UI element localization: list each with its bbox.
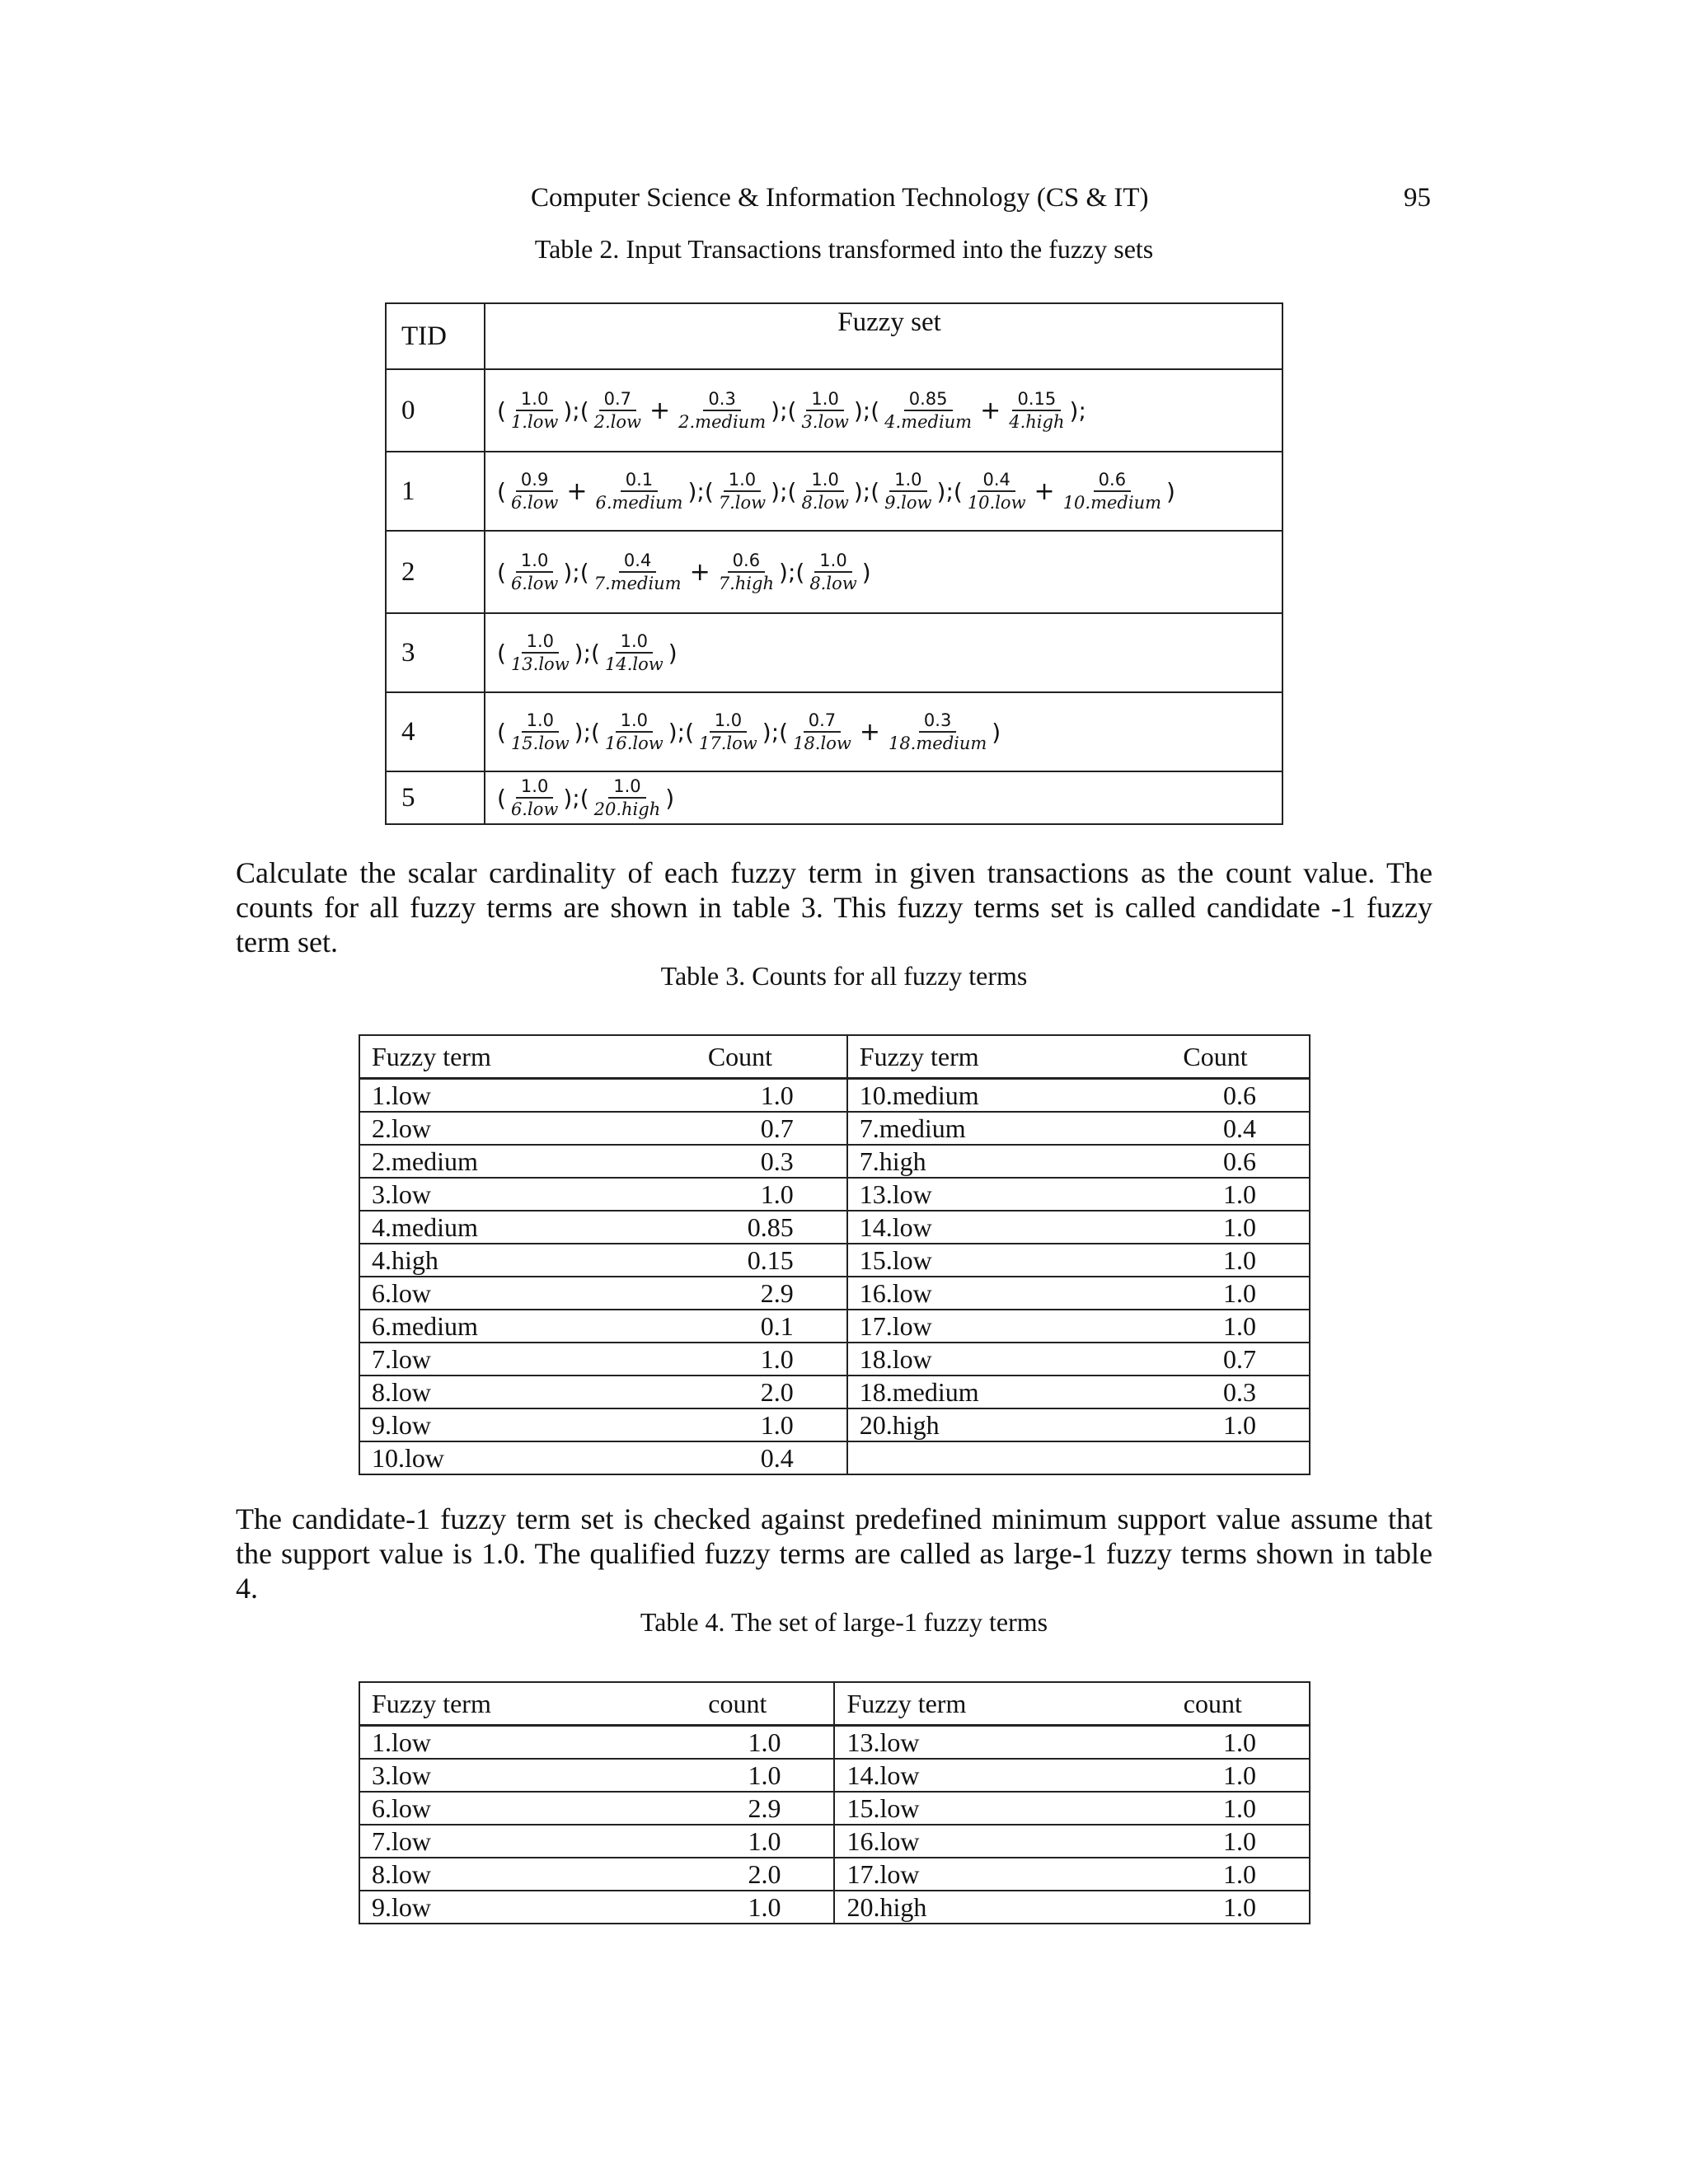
- close-paren: ): [668, 639, 678, 667]
- fuzzy-term: 10.medium: [1062, 493, 1162, 513]
- column-header: Fuzzy term: [372, 1042, 491, 1071]
- fuzzy-term-cell: 3.low: [372, 1760, 431, 1790]
- column-header: count: [641, 1682, 834, 1726]
- separator: ;: [583, 639, 592, 667]
- fuzzy-term-cell: 14.low: [859, 1212, 932, 1242]
- membership-fraction: [591, 550, 685, 594]
- fuzzy-term: 7.low: [718, 493, 767, 513]
- membership-fraction: [885, 710, 990, 754]
- table-row: [359, 1858, 1310, 1891]
- close-paren: ): [668, 718, 678, 746]
- fuzzy-set-cell: [485, 613, 1282, 692]
- table-row: [359, 1310, 1310, 1343]
- membership-fraction: [881, 388, 975, 433]
- fuzzy-set-cell: [485, 531, 1282, 613]
- open-paren: (: [579, 784, 589, 812]
- membership-degree: 1.0: [608, 776, 645, 799]
- open-paren: (: [953, 477, 963, 505]
- plus-sign: +: [980, 396, 1001, 425]
- table-row: [386, 692, 1282, 771]
- fuzzy-set-expression: [497, 550, 1282, 594]
- fuzzy-term-cell: 20.high: [859, 1410, 940, 1440]
- count-cell: 2.0: [634, 1376, 847, 1408]
- tid-cell: 4: [386, 692, 485, 771]
- close-paren: ): [687, 477, 697, 505]
- fuzzy-term: 4.medium: [884, 412, 973, 432]
- fuzzy-term: 7.medium: [593, 574, 682, 593]
- fuzzy-term-cell: 2.low: [372, 1113, 431, 1143]
- table-row: [359, 1408, 1310, 1441]
- fuzzy-term: 9.low: [884, 493, 932, 513]
- fuzzy-term-cell: 1.low: [372, 1727, 431, 1757]
- column-header: Fuzzy term: [372, 1689, 491, 1718]
- fuzzy-term-cell: 17.low: [859, 1311, 932, 1341]
- separator: ;: [1078, 396, 1086, 424]
- membership-degree: 0.4: [978, 469, 1015, 492]
- close-paren: ): [1069, 396, 1079, 424]
- tid-cell: 3: [386, 613, 485, 692]
- membership-fraction: [591, 388, 645, 433]
- tid-cell: 5: [386, 771, 485, 824]
- fuzzy-term-cell: 9.low: [372, 1892, 431, 1922]
- count-cell: 1.0: [1223, 1727, 1256, 1757]
- membership-fraction: [508, 776, 561, 820]
- table-row: [386, 452, 1282, 531]
- table-row: [359, 1376, 1310, 1408]
- membership-degree: 1.0: [522, 710, 559, 733]
- open-paren: (: [579, 558, 589, 586]
- separator: ;: [572, 558, 580, 586]
- count-cell: 1.0: [1223, 1311, 1256, 1341]
- table-row: [359, 1891, 1310, 1924]
- membership-degree: 0.6: [728, 550, 765, 573]
- count-cell: 0.15: [634, 1244, 847, 1277]
- count-cell: 2.0: [641, 1858, 834, 1891]
- table-row: [359, 1726, 1310, 1760]
- fuzzy-term: 7.high: [718, 574, 774, 593]
- table-row: [359, 1211, 1310, 1244]
- fuzzy-term: 2.medium: [678, 412, 767, 432]
- fuzzy-term-cell: 10.medium: [859, 1080, 979, 1110]
- table-row: [386, 531, 1282, 613]
- membership-fraction: [1006, 388, 1067, 433]
- close-paren: ): [1166, 477, 1175, 505]
- fuzzy-term: 14.low: [604, 654, 663, 674]
- close-paren: ): [771, 477, 781, 505]
- open-paren: (: [497, 558, 506, 586]
- close-paren: ): [853, 396, 863, 424]
- table-header-row: [359, 1682, 1310, 1726]
- separator: ;: [780, 396, 788, 424]
- close-paren: ): [771, 396, 781, 424]
- tid-cell: 2: [386, 531, 485, 613]
- fuzzy-set-header: Fuzzy set: [485, 303, 1282, 369]
- membership-degree: 0.7: [599, 388, 636, 411]
- fuzzy-term: 6.low: [510, 493, 559, 513]
- membership-degree: 0.15: [1012, 388, 1061, 411]
- open-paren: (: [870, 477, 880, 505]
- count-cell: [1122, 1441, 1310, 1474]
- fuzzy-set-table: [385, 302, 1283, 825]
- count-cell: 0.3: [634, 1145, 847, 1178]
- table-row: [386, 369, 1282, 452]
- fuzzy-term: 20.high: [593, 799, 661, 819]
- page-number: 95: [1404, 183, 1431, 213]
- membership-fraction: [798, 469, 851, 513]
- fuzzy-term: 17.low: [699, 733, 757, 753]
- membership-fraction: [715, 469, 769, 513]
- separator: ;: [862, 396, 871, 424]
- membership-degree: 1.0: [616, 710, 653, 733]
- fuzzy-term: 3.low: [801, 412, 849, 432]
- count-cell: 0.7: [634, 1112, 847, 1145]
- close-paren: ): [992, 718, 1001, 746]
- table-row: [386, 613, 1282, 692]
- close-paren: ): [853, 477, 863, 505]
- table-row: [359, 1079, 1310, 1113]
- count-cell: 2.9: [634, 1277, 847, 1310]
- table-row: [359, 1759, 1310, 1792]
- close-paren: ): [563, 784, 573, 812]
- fuzzy-set-cell: [485, 369, 1282, 452]
- separator: ;: [677, 718, 686, 746]
- count-cell: 2.9: [641, 1792, 834, 1825]
- table-row: [386, 771, 1282, 824]
- table-row: [359, 1277, 1310, 1310]
- fuzzy-term-cell: 16.low: [846, 1826, 920, 1856]
- count-cell: 0.7: [1223, 1344, 1256, 1374]
- membership-degree: 0.7: [804, 710, 841, 733]
- membership-degree: 0.9: [516, 469, 553, 492]
- fuzzy-term-cell: 4.medium: [372, 1212, 478, 1242]
- close-paren: ): [779, 558, 788, 586]
- membership-degree: 1.0: [616, 630, 653, 654]
- membership-fraction: [715, 550, 777, 594]
- close-paren: ): [574, 639, 584, 667]
- fuzzy-term: 4.high: [1009, 412, 1065, 432]
- open-paren: (: [579, 396, 589, 424]
- fuzzy-term-cell: 20.high: [846, 1892, 927, 1922]
- fuzzy-term-cell: 3.low: [372, 1179, 431, 1209]
- membership-degree: 0.1: [621, 469, 658, 492]
- membership-degree: 1.0: [516, 550, 553, 573]
- plus-sign: +: [689, 557, 710, 587]
- column-header: Fuzzy term: [846, 1689, 967, 1718]
- plus-sign: +: [859, 717, 880, 747]
- count-cell: 1.0: [641, 1759, 834, 1792]
- table-row: [359, 1343, 1310, 1376]
- count-cell: 1.0: [1223, 1212, 1256, 1242]
- membership-degree: 0.3: [919, 710, 956, 733]
- plus-sign: +: [1034, 476, 1055, 506]
- fuzzy-term: 2.low: [593, 412, 641, 432]
- fuzzy-term-cell: 13.low: [859, 1179, 932, 1209]
- paragraph-2: The candidate-1 fuzzy term set is checked against predefined minimum support value assume that the support value is 1.0. The qualified fuzzy terms are called as large-1 fuzzy terms shown in table 4.: [236, 1502, 1432, 1605]
- fuzzy-set-expression: [497, 469, 1282, 513]
- count-cell: 0.3: [1223, 1377, 1256, 1407]
- membership-fraction: [508, 469, 561, 513]
- separator: ;: [696, 477, 705, 505]
- fuzzy-term: 6.medium: [595, 493, 683, 513]
- large1-table: [359, 1681, 1311, 1924]
- membership-fraction: [602, 630, 667, 675]
- membership-degree: 1.0: [814, 550, 851, 573]
- open-paren: (: [497, 396, 506, 424]
- table-header-row: [359, 1035, 1310, 1079]
- fuzzy-term: 6.low: [510, 799, 559, 819]
- count-cell: 1.0: [634, 1079, 847, 1113]
- table-row: [359, 1244, 1310, 1277]
- count-cell: 0.1: [634, 1310, 847, 1343]
- separator: ;: [771, 718, 780, 746]
- fuzzy-term-cell: 15.low: [859, 1245, 932, 1275]
- count-cell: 1.0: [1223, 1410, 1256, 1440]
- open-paren: (: [787, 396, 797, 424]
- fuzzy-term-cell: 18.low: [859, 1344, 932, 1374]
- fuzzy-term: 18.medium: [888, 733, 987, 753]
- column-header: Count: [1183, 1042, 1248, 1071]
- open-paren: (: [497, 784, 506, 812]
- paragraph-1: Calculate the scalar cardinality of each fuzzy term in given transactions as the count value. The counts for all fuzzy terms are shown in table 3. This fuzzy terms set is called candidate -1 fuzzy term set.: [236, 856, 1432, 958]
- fuzzy-term: 10.low: [967, 493, 1026, 513]
- fuzzy-term-cell: 8.low: [372, 1377, 431, 1407]
- count-cell: 1.0: [634, 1408, 847, 1441]
- fuzzy-term-cell: 17.low: [846, 1859, 920, 1889]
- fuzzy-term: 6.low: [510, 574, 559, 593]
- count-cell: 0.85: [634, 1211, 847, 1244]
- column-header: count: [1183, 1689, 1242, 1718]
- fuzzy-term: 13.low: [510, 654, 570, 674]
- fuzzy-term-cell: 7.low: [372, 1826, 431, 1856]
- separator: ;: [787, 558, 796, 586]
- count-cell: 0.6: [1223, 1080, 1256, 1110]
- membership-degree: 1.0: [516, 388, 553, 411]
- membership-degree: 1.0: [806, 388, 843, 411]
- tid-cell: 1: [386, 452, 485, 531]
- fuzzy-term: 16.low: [604, 733, 663, 753]
- column-header: Fuzzy term: [859, 1042, 979, 1071]
- membership-degree: 1.0: [710, 710, 747, 733]
- membership-degree: 0.6: [1094, 469, 1131, 492]
- tid-cell: 0: [386, 369, 485, 452]
- plus-sign: +: [649, 396, 671, 425]
- open-paren: (: [779, 718, 789, 746]
- membership-degree: 0.3: [703, 388, 740, 411]
- count-cell: 1.0: [641, 1891, 834, 1924]
- separator: ;: [583, 718, 592, 746]
- table-row: [359, 1825, 1310, 1858]
- membership-degree: 1.0: [889, 469, 926, 492]
- fuzzy-term-cell: 2.medium: [372, 1146, 478, 1176]
- fuzzy-set-cell: [485, 771, 1282, 824]
- fuzzy-term: 1.low: [510, 412, 559, 432]
- count-cell: 1.0: [634, 1343, 847, 1376]
- count-cell: 1.0: [1223, 1245, 1256, 1275]
- separator: ;: [862, 477, 871, 505]
- fuzzy-term-cell: 15.low: [846, 1793, 920, 1823]
- membership-fraction: [591, 776, 664, 820]
- fuzzy-term: 18.low: [793, 733, 851, 753]
- separator: ;: [780, 477, 788, 505]
- close-paren: ): [563, 396, 573, 424]
- fuzzy-term-cell: 4.high: [372, 1245, 438, 1275]
- open-paren: (: [497, 477, 506, 505]
- count-cell: 1.0: [634, 1178, 847, 1211]
- membership-fraction: [508, 550, 561, 594]
- open-paren: (: [685, 718, 695, 746]
- membership-degree: 1.0: [806, 469, 843, 492]
- fuzzy-term-cell: 13.low: [846, 1727, 920, 1757]
- open-paren: (: [787, 477, 797, 505]
- fuzzy-set-cell: [485, 452, 1282, 531]
- fuzzy-term: 8.low: [809, 574, 857, 593]
- open-paren: (: [704, 477, 714, 505]
- membership-fraction: [675, 388, 769, 433]
- close-paren: ): [936, 477, 946, 505]
- membership-fraction: [790, 710, 855, 754]
- fuzzy-term: 15.low: [510, 733, 570, 753]
- open-paren: (: [497, 639, 506, 667]
- count-cell: 0.4: [1223, 1113, 1256, 1143]
- membership-degree: 1.0: [516, 776, 553, 799]
- fuzzy-term-cell: 6.low: [372, 1278, 431, 1308]
- membership-fraction: [602, 710, 667, 754]
- fuzzy-term-cell: 6.low: [372, 1793, 431, 1823]
- count-cell: 1.0: [1223, 1179, 1256, 1209]
- fuzzy-set-expression: [497, 630, 1282, 675]
- fuzzy-term-cell: 7.medium: [859, 1113, 966, 1143]
- fuzzy-term-cell: 16.low: [859, 1278, 932, 1308]
- table-row: [359, 1178, 1310, 1211]
- fuzzy-set-expression: [497, 776, 1282, 820]
- fuzzy-term-cell: 14.low: [846, 1760, 920, 1790]
- open-paren: (: [795, 558, 805, 586]
- open-paren: (: [591, 639, 600, 667]
- table-row: [359, 1792, 1310, 1825]
- fuzzy-term-cell: 7.high: [859, 1146, 926, 1176]
- fuzzy-term: 8.low: [801, 493, 849, 513]
- count-cell: 1.0: [1223, 1793, 1256, 1823]
- membership-fraction: [592, 469, 686, 513]
- table-row: [359, 1112, 1310, 1145]
- journal-title: Computer Science & Information Technology (CS & IT): [531, 183, 1149, 213]
- counts-table: [359, 1034, 1311, 1475]
- open-paren: (: [497, 718, 506, 746]
- membership-fraction: [508, 388, 561, 433]
- membership-fraction: [798, 388, 851, 433]
- fuzzy-set-expression: [497, 710, 1282, 754]
- open-paren: (: [870, 396, 880, 424]
- membership-degree: 0.85: [904, 388, 953, 411]
- membership-fraction: [508, 710, 573, 754]
- membership-fraction: [964, 469, 1029, 513]
- table-row: [359, 1145, 1310, 1178]
- membership-fraction: [696, 710, 761, 754]
- fuzzy-term-cell: 8.low: [372, 1859, 431, 1889]
- count-cell: 0.6: [1223, 1146, 1256, 1176]
- fuzzy-term-cell: 7.low: [372, 1344, 431, 1374]
- fuzzy-term-cell: 1.low: [372, 1080, 431, 1110]
- fuzzy-term-cell: 18.medium: [859, 1377, 979, 1407]
- fuzzy-term-cell: 10.low: [372, 1443, 444, 1473]
- table3-caption: Table 3. Counts for all fuzzy terms: [660, 961, 1028, 991]
- membership-fraction: [806, 550, 860, 594]
- fuzzy-term-cell: [847, 1441, 1122, 1474]
- fuzzy-set-expression: [497, 388, 1282, 433]
- membership-degree: 0.4: [619, 550, 656, 573]
- table-row: [359, 1441, 1310, 1474]
- close-paren: ): [574, 718, 584, 746]
- fuzzy-set-cell: [485, 692, 1282, 771]
- count-cell: 1.0: [1223, 1859, 1256, 1889]
- close-paren: ): [563, 558, 573, 586]
- count-cell: 1.0: [641, 1726, 834, 1760]
- tid-header: TID: [386, 303, 485, 369]
- plus-sign: +: [566, 476, 588, 506]
- table4-caption: Table 4. The set of large-1 fuzzy terms: [640, 1607, 1048, 1637]
- close-paren: ): [762, 718, 771, 746]
- membership-fraction: [508, 630, 573, 675]
- membership-degree: 1.0: [522, 630, 559, 654]
- count-cell: 1.0: [1223, 1892, 1256, 1922]
- fuzzy-term-cell: 9.low: [372, 1410, 431, 1440]
- membership-fraction: [881, 469, 935, 513]
- separator: ;: [572, 396, 580, 424]
- close-paren: ): [861, 558, 871, 586]
- count-cell: 0.4: [634, 1441, 847, 1474]
- close-paren: ): [665, 784, 675, 812]
- table-header-row: [386, 303, 1282, 369]
- count-cell: 1.0: [1223, 1760, 1256, 1790]
- membership-degree: 1.0: [724, 469, 761, 492]
- membership-fraction: [1060, 469, 1165, 513]
- count-cell: 1.0: [1223, 1278, 1256, 1308]
- table2-caption: Table 2. Input Transactions transformed into the fuzzy sets: [534, 234, 1154, 264]
- open-paren: (: [591, 718, 600, 746]
- separator: ;: [945, 477, 954, 505]
- count-cell: 1.0: [1223, 1826, 1256, 1856]
- separator: ;: [572, 784, 580, 812]
- column-header: Count: [634, 1035, 847, 1079]
- count-cell: 1.0: [641, 1825, 834, 1858]
- fuzzy-term-cell: 6.medium: [372, 1311, 478, 1341]
